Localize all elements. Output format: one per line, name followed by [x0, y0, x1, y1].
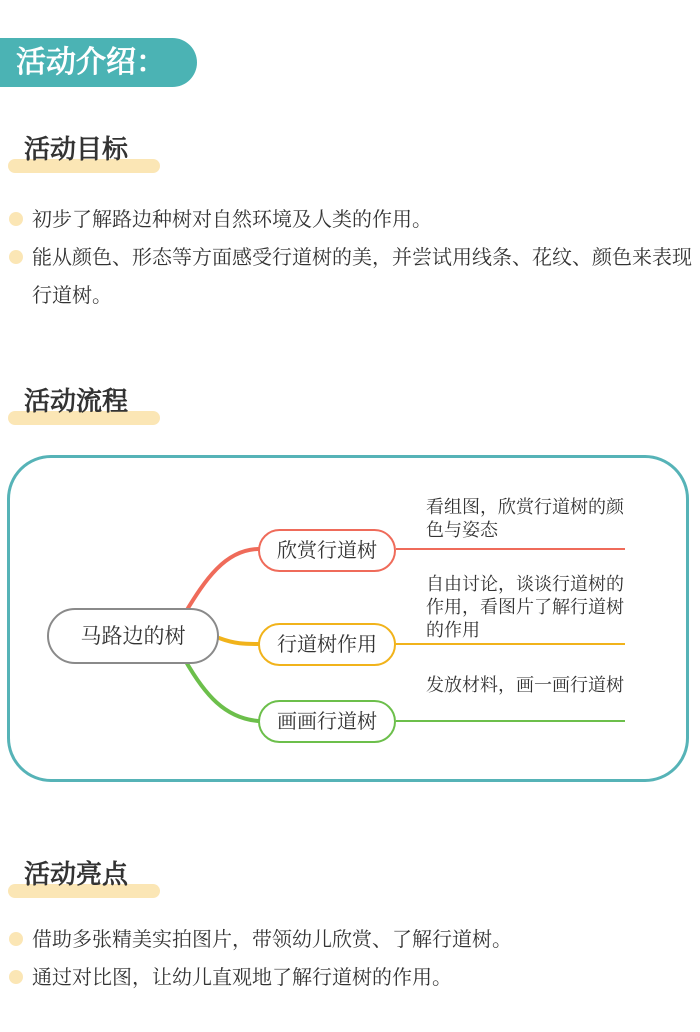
connector-branch-2	[219, 638, 258, 644]
highlights-heading-text: 活动亮点	[24, 860, 129, 890]
goals-item-text: 初步了解路边种树对自然环境及人类的作用。	[32, 207, 432, 231]
goals-item-text: 能从颜色、形态等方面感受行道树的美，并尝试用线条、花纹、颜色来表现行道树。	[32, 245, 692, 307]
goals-heading-text: 活动目标	[24, 135, 129, 165]
highlights-item-text: 通过对比图，让幼儿直观地了解行道树的作用。	[32, 965, 452, 989]
highlights-list	[0, 920, 700, 996]
connector-branch-3	[185, 660, 258, 721]
process-heading-text: 活动流程	[24, 387, 129, 417]
mindmap-note-2: 自由讨论，谈谈行道树的作用，看图片了解行道树的作用	[426, 574, 624, 641]
highlights-item	[0, 920, 700, 958]
bullet-dot	[9, 932, 23, 946]
main-title: 活动介绍：	[0, 38, 197, 87]
bullet-dot	[9, 970, 23, 984]
mindmap-branch-1: 欣赏行道树	[258, 529, 396, 572]
highlights-item	[0, 958, 700, 996]
mindmap-note-1: 看组图，欣赏行道树的颜色与姿态	[426, 497, 624, 541]
mindmap-branch-2: 行道树作用	[258, 623, 396, 666]
highlights-item-text: 借助多张精美实拍图片，带领幼儿欣赏、了解行道树。	[32, 927, 512, 951]
mindmap-branch-3: 画画行道树	[258, 700, 396, 743]
connector-branch-1	[185, 549, 258, 613]
mindmap-note-3: 发放材料，画一画行道树	[426, 675, 624, 696]
mindmap-center-node: 马路边的树	[47, 608, 219, 664]
